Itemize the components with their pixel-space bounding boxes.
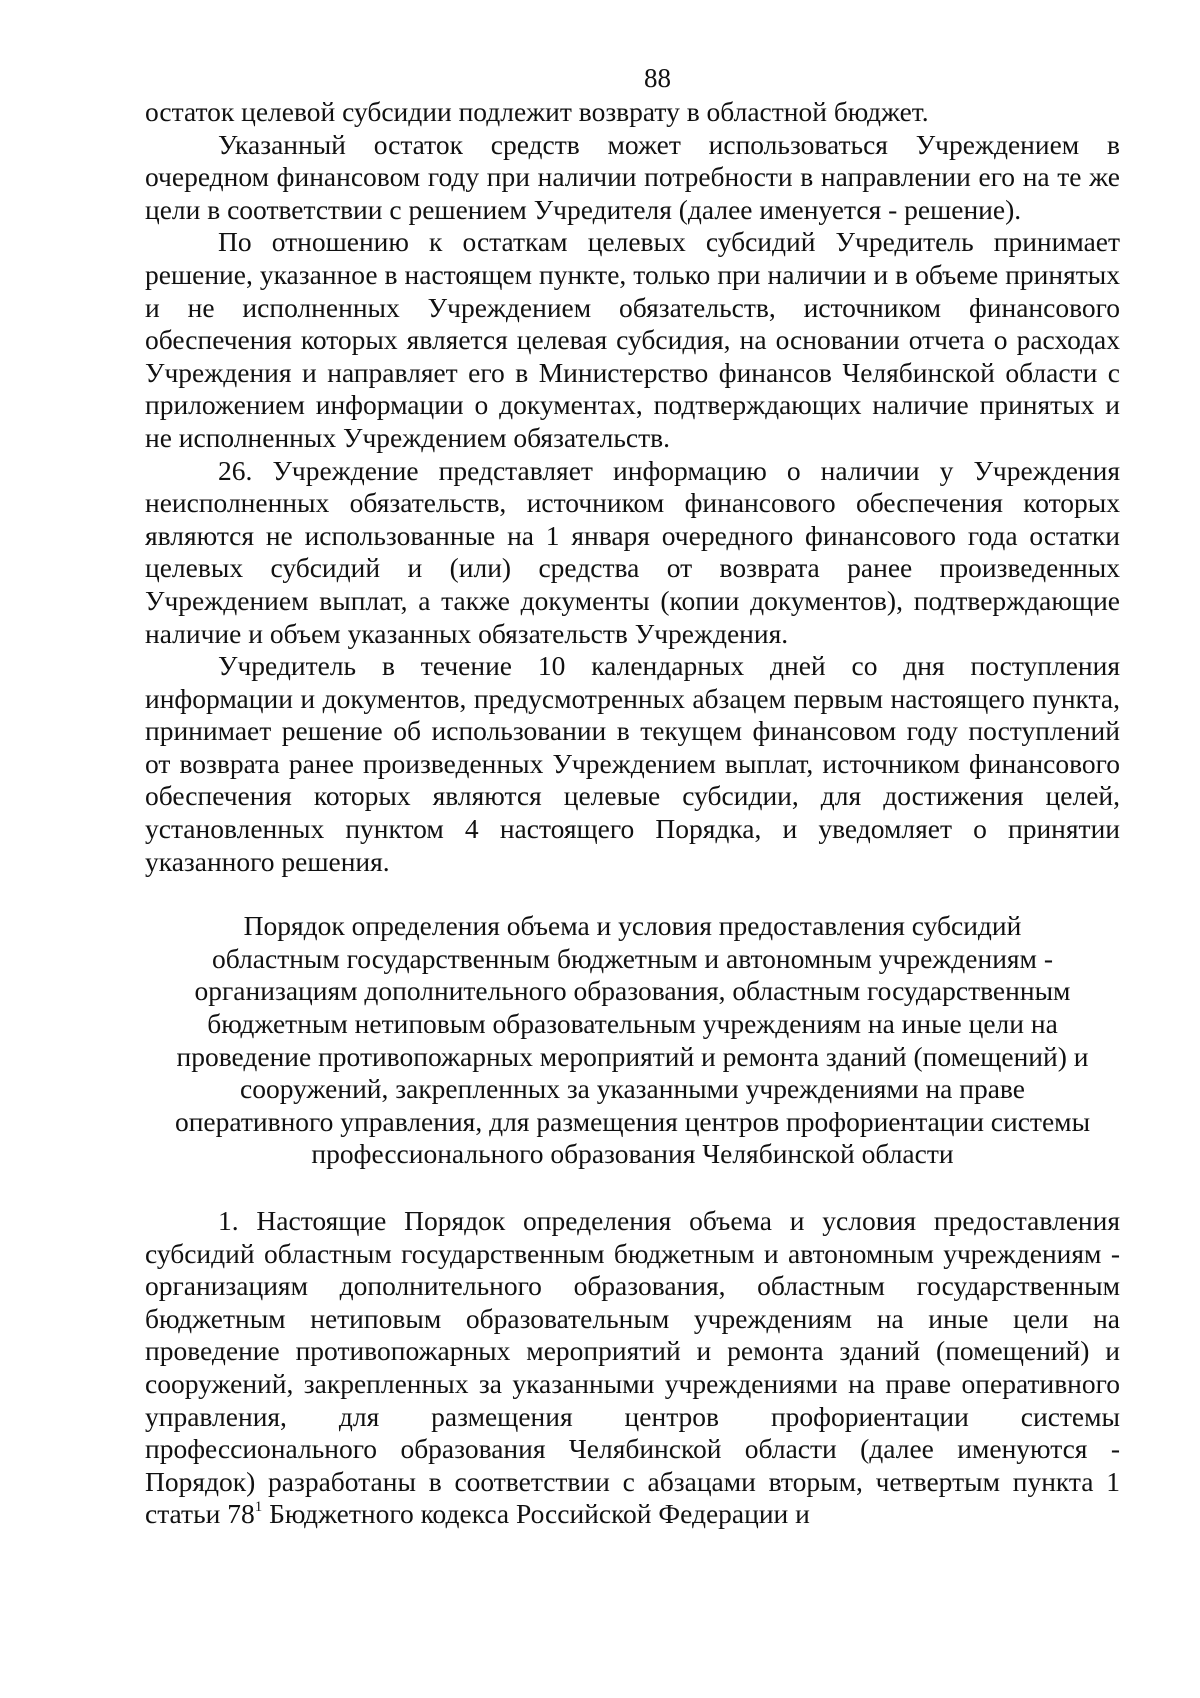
heading-line: Порядок определения объема и условия предоставления субсидий [243, 910, 1022, 942]
page-number: 88 [644, 63, 671, 93]
article-superscript: 1 [254, 1499, 263, 1516]
heading-line: проведение противопожарных мероприятий и ремонта зданий (помещений) и [176, 1040, 1089, 1072]
paragraph-item-1 [145, 1205, 1120, 1531]
paragraph-item-1-text: 1. Настоящие Порядок определения объема и условия предоставления субсидий областным государственным бюджетным и автономным учреждениям - организациям дополнительного образования, областным государственным бюджетным нетиповым образовательным учреждениям на иные цели на проведение противопожарных мероприятий и ремонта зданий (помещений) и сооружений, закрепленных за указанными учреждениями на праве оперативного управления, для размещения центров профориентации системы профессионального образования Челябинской области (далее именуются - Порядок) разработаны в соответствии с абзацами вторым, четвертым пункта 1 статьи 78 [145, 1205, 1120, 1530]
heading-line: организациям дополнительного образования, областным государственным [194, 975, 1071, 1007]
paragraph-item-26: 26. Учреждение представляет информацию о наличии у Учреждения неисполненных обязательств, источником финансового обеспечения которых являются не использованные на 1 января очередного финансового года остатки целевых субсидий и (или) средства от возврата ранее произведенных Учреждением выплат, а также документы (копии документов), подтверждающие наличие и объем указанных обязательств Учреждения. [145, 454, 1120, 649]
paragraph-founder-decision: По отношению к остаткам целевых субсидий Учредитель принимает решение, указанное в настоящем пункте, только при наличии и в объеме принятых и не исполненных Учреждением обязательств, источником финансового обеспечения которых является целевая субсидия, на основании отчета о расходах Учреждения и направляет его в Министерство финансов Челябинской области с приложением информации о документах, подтверждающих наличие принятых и не исполненных Учреждением обязательств. [145, 226, 1120, 453]
heading-line: областным государственным бюджетным и автономным учреждениям - [212, 942, 1053, 974]
paragraph-continuation: остаток целевой субсидии подлежит возврату в областной бюджет. [145, 96, 929, 127]
heading-line: профессионального образования Челябинской области [311, 1138, 954, 1170]
paragraph-founder-deadline: Учредитель в течение 10 календарных дней со дня поступления информации и документов, предусмотренных абзацем первым настоящего пункта, принимает решение об использовании в текущем финансовом году поступлений от возврата ранее произведенных Учреждением выплат, источником финансового обеспечения которых являются целевые субсидии, для достижения целей, установленных пунктом 4 настоящего Порядка, и уведомляет о принятии указанного решения. [145, 650, 1120, 877]
paragraph-item-1-tail: Бюджетного кодекса Российской Федерации и [262, 1498, 810, 1530]
heading-line: оперативного управления, для размещения центров профориентации системы [174, 1105, 1091, 1137]
document-page [145, 60, 1120, 1531]
section-heading [145, 910, 1120, 1171]
heading-line: сооружений, закрепленных за указанными учреждениями на праве [240, 1073, 1025, 1105]
heading-line: бюджетным нетиповым образовательным учреждениям на иные цели на [207, 1008, 1058, 1040]
paragraph-remaining-funds: Указанный остаток средств может использоваться Учреждением в очередном финансовом году при наличии потребности в направлении его на те же цели в соответствии с решением Учредителя (далее именуется - решение). [145, 128, 1120, 225]
